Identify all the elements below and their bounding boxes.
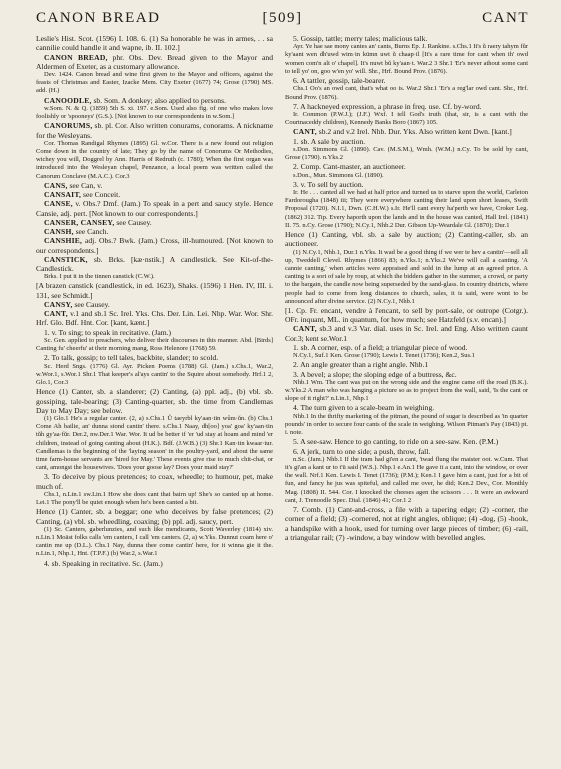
entry-definition: sb.3 and v.3 Var. dial. uses in Sc. Irel. and Eng. Also written caunt Cor.3; kent se.Wor.1 bbox=[285, 324, 528, 343]
sense-paragraph: 7. A hackneyed expression, a phrase in freq. use. Cf. by-word. bbox=[293, 101, 482, 111]
citation-block: Ir. Common (P.W.J.); (J.F.) Wxf. I tell God's truth (that, sir, is a cant with the Courtnaceddy children), Kennedy Banks Boro (1867) 105. bbox=[285, 110, 528, 127]
sense-paragraph: 3. To deceive by pious pretences; to coax, wheedle; to humour, pet, make much of. bbox=[36, 472, 273, 491]
entry-headword: CANSTICK, bbox=[44, 254, 88, 264]
continuation-paragraph: Hence (1) Canter, sb. a beggar; one who deceives by false pretences; (2) Canting, (a) vbl. sb. wheedling, coaxing; (b) ppl. adj. saucy, pert. bbox=[36, 507, 273, 526]
entry-headword: CANORUMS, bbox=[44, 121, 93, 131]
entry-headword: CANS, bbox=[44, 180, 68, 190]
dictionary-entry bbox=[36, 53, 273, 72]
dictionary-entry bbox=[36, 181, 273, 190]
citation-block: Sc. Herd Sngs. (1776) Gl. Ayr. Picken Poems (1788) Gl. (Jam.) s.Chs.1, War.2, w.Wor.1, s.Wor.1 Shr.1 That keeper's al'ays cantin' to the Squire about somebody. Hrf.1 2, Glo.1, Cor.3 bbox=[36, 362, 273, 387]
continuation-paragraph: Leslie's Hist. Scot. (1596) I. 108. 6. (1) Sa honorable he was in armes, . . sa cannilie could handle it and wapne, ib. II. 102.] bbox=[36, 34, 273, 53]
dictionary-entry bbox=[36, 121, 273, 140]
entry-headword: CANT, bbox=[44, 309, 68, 319]
sense-paragraph: 1. sb. A corner, esp. of a field; a triangular piece of wood. bbox=[293, 342, 468, 352]
entry-headword: CANSY, bbox=[44, 299, 73, 309]
sense-paragraph: 1. v. To sing; to speak in recitative. (Jam.) bbox=[44, 327, 172, 337]
dictionary-entry bbox=[285, 324, 528, 343]
citation-block: Nhb.1 Wm. The cant was put on the wrong side and the engine came off the road (B.K.). w.Yks.2 A man who was hanging a picture so as to project from the wall, said, 'Is the cant or slope of it right?' n.Lin.1, Nhp.1 bbox=[285, 378, 528, 403]
right-column bbox=[285, 34, 528, 762]
dictionary-entry bbox=[36, 218, 273, 227]
entry-definition: sb. Som. A donkey; also applied to persons. bbox=[91, 95, 226, 105]
sense-paragraph: 5. Gossip, tattle; merry tales; malicious talk. bbox=[293, 34, 428, 43]
sense-paragraph: 2. To talk, gossip; to tell tales, backbite, slander; to scold. bbox=[44, 353, 219, 363]
entry-headword: CANSER, CANSEY, bbox=[44, 217, 115, 227]
left-column bbox=[36, 34, 273, 762]
continuation-paragraph: [1. Cp. Fr. encant, vendre à l'encant, to sell by port-sale, or outrope (Cotgr.). OFr. inquant, ML. in quantum, for how much; see Hatzfeld (s.v. encan).] bbox=[285, 305, 528, 325]
entry-headword: CANON BREAD, bbox=[44, 52, 108, 62]
entry-definition: v.1 and sb.1 Sc. Irel. Yks. Chs. Der. Lin. Lei. Nhp. War. Wor. Shr. Hrf. Glo. Bdf. Hnt. Cor. [kant, kænt.] bbox=[36, 309, 273, 328]
entry-definition: phr. Obs. Dev. Bread given to the Mayor and Aldermen of Exeter, as a customary allowance. bbox=[36, 52, 273, 71]
entry-definition: sb. Brks. [kæ·nstik.] A candlestick. See Kit-of-the-Candlestick. bbox=[36, 254, 273, 274]
dictionary-entry bbox=[36, 190, 273, 199]
dictionary-entry bbox=[285, 127, 528, 136]
sense-paragraph: 2. Comp. Cant-master, an auctioneer. bbox=[293, 162, 406, 172]
running-header bbox=[36, 10, 529, 28]
dictionary-entry bbox=[36, 236, 273, 255]
citation-block: N.Cy.1, Suf.1 Ken. Grose (1790); Lewis I. Tenet (1736); Ken.2, Sus.1 bbox=[293, 352, 475, 360]
sense-paragraph: 4. The turn given to a scale-beam in weighing. bbox=[293, 403, 435, 413]
continuation-paragraph: [A brazen canstick (candlestick, in ed. 1623), Shaks. (1596) 1 Hen. IV, III. i. 131, see Schmidt.] bbox=[36, 281, 273, 300]
citation-block: (1) Glo.1 He's a regular canter. (2, a) s.Chs.1 Ŭ taeyrbl ky'aan·tin wům·ŭn. (b) Chs.1 Come Ah bailie, an' dunna stond cantin' there. s.Chs.1 Naay, dh[oo] yoa' goa' ky'aan·tin tŭh gy'aa·fŭr. Der.2, nw.Der.1 War. Wor. It ud be better if 'er 'ud stay at hoam and mind 'er children, instead of going canting about (H.K.). Bdf. (J.W.B.) (3) Shr.1 Kan·tin kwaar·tur. Candlemas is the beginning of the 'laying season' in the poultry-yard, and about the same time farm-house servants are 'hired for May.' These events give rise to much chit-chat, or cant, amongst the housewives. 'Does your goose lay? Does your maid stay?' bbox=[36, 415, 273, 472]
citation-block: Dev. 1424. Canon bread and wine first given to the Mayor and officers, against the feasts of Christmas and Easter, Izacke Mem. City Exeter (1677) 74; Grose (1790) MS. add. (H.) bbox=[36, 71, 273, 95]
entry-headword: CANT, bbox=[293, 127, 317, 137]
citation-block: (1) Sc. Canters, gaberlunzies, and such like mendicants, Scott Waverley (1814) xiv. n.Lin.1 Moäst folks calls 'em canters, I call 'em canters. (2, a) w.Yks. Dunnut coam here o' cantin me up (D.L.). Chs.1 Nay, dunna thee come cantin' here, for it winna gie it the. n.Lin.1, Nhp.1, Hnt. (T.P.F.) (b) War.2, s.War.1 bbox=[36, 525, 273, 558]
continuation-paragraph: Hence (1) Canting, vbl. sb. a sale by auction; (2) Canting-caller, sb. an auctioneer. bbox=[285, 230, 528, 249]
entry-headword: CANSHIE, bbox=[44, 236, 83, 246]
entry-headword: CANSAIT, bbox=[44, 190, 82, 200]
entry-definition: v. Obs.? Dmf. (Jam.) To speak in a pert and saucy style. Hence Cansie, adj. pert. [Not known to our correspondents.] bbox=[36, 199, 273, 218]
entry-headword: CANT, bbox=[293, 324, 317, 334]
citation-block: Ayr. Ye hae sae mony cantes an' cants, Burns Ep. J. Rankine. s.Chs.1 It's ŭ raery tahym fŭr ky'aant wen dh'uwd wim·in kümn uwt ŭ chaap·il [It's a rare time for cant when th' owd women com'n alt o' chapel]. It's nuwt bŭ ky'aan·t. War.2 3 Shr.1 'Er's never athout some cant to tell yo' on, goo w'en yo' will. Shr., Hrf. Bound Prov. (1876). bbox=[285, 43, 528, 75]
citation-block: w.Som. N. & Q. (1859) 5th S. xi. 197. e.Som. Used also fig. of one who makes love foolishly or 'spooneys' (G.S.). [Not known to our correspondents in w.Som.] bbox=[36, 104, 273, 121]
citation-block: Brks. I put it in the tinnen canstick (C.W.). bbox=[44, 273, 155, 281]
dictionary-entry bbox=[36, 300, 273, 309]
citation-block: s.Don., Mun. Simmons Gl. (1890). bbox=[293, 171, 384, 179]
citation-block: n.Sc. (Jam.) Nhb.1 If the tram had gi'en a cant, 'twad flung the maister oot. w.Cum. That it's gi'an a kant ur to t'ü said (W.S.). Nhp.1 e.An.1 He gave it a cant, into the window, or over the wall. Nrf.1 Ken. Lewis I. Tenet (1736); (P.M.); Ken.1 I gave him a cant, just for a bit of fun, and fancy he jus was spiteful, and called me over, he did; Ken.2 Dev., Cor. Monthly Mag. (1808) II. 544. Cor. I knocked the cheeses agen the scissors . . . It were an awkward cant, J. Trenoodle Spec. Dial. (1846) 41; Cor.1 2 bbox=[285, 455, 528, 504]
dictionary-entry bbox=[36, 96, 273, 105]
sense-paragraph: 1. sb. A sale by auction. bbox=[293, 136, 366, 146]
dictionary-entry bbox=[36, 227, 273, 236]
sense-paragraph: 7. Comb. (1) Cant-and-cross, a file with a tapering edge; (2) -corner, the corner of a field; (3) -cornered, not at right angles, oblique; (4) -dog, (5) -hook, a handspike with a hook, used for turning over large pieces of timber; (6) -rail, a triangular rail; (7) -window, a bay window with bevelled angles. bbox=[285, 505, 528, 542]
entry-definition: see Causey. bbox=[72, 299, 110, 309]
sense-paragraph: 4. sb. Speaking in recitative. Sc. (Jam.) bbox=[44, 558, 163, 568]
sense-paragraph: 5. A see-saw. Hence to go canting, to ride on a see-saw. Ken. (P.M.) bbox=[293, 437, 499, 447]
entry-headword: CANSH, bbox=[44, 227, 74, 237]
page-number: [509] bbox=[262, 10, 303, 26]
citation-block: Nhb.1 In the thrifty marketing of the pitman, the pound of sugar is described as 'in quarter pounds' in order to secure four cants of the scale in weighing. Wilson Pitman's Pay (1843) pt. i. note. bbox=[285, 412, 528, 437]
header-left-headword: CANON BREAD bbox=[36, 10, 161, 26]
sense-paragraph: 2. An angle greater than a right angle. Nhb.1 bbox=[293, 360, 429, 370]
citation-block: Chs.1, n.Lin.1 sw.Lin.1 How she does cant that bairn up! She's so canted up at home. Lei.1 The pony'll be quiet enough when he's been canted a bit. bbox=[36, 490, 273, 507]
entry-definition: sb.2 and v.2 Irel. Nhb. Dur. Yks. Also written kent Dwn. [kant.] bbox=[316, 127, 512, 137]
entry-headword: CANSE, bbox=[44, 199, 73, 209]
dictionary-entry bbox=[36, 255, 273, 274]
citation-block: Chs.1 Oo's an owd cant, that's what oo is. War.2 Shr.1 'Er's a reg'lar owd cant. Shr., Hrf. Bound Prov. (1876). bbox=[285, 85, 528, 101]
dictionary-entry bbox=[36, 309, 273, 328]
citation-block: s.Don. Simmons Gl. (1890). Cav. (M.S.M.), Wmh. (W.M.) n.Cy. To be sold by cant, Grose (1790). n.Yks.2 bbox=[285, 145, 528, 162]
dictionary-entry bbox=[36, 199, 273, 218]
sense-paragraph: 3. v. To sell by auction. bbox=[293, 179, 364, 189]
entry-definition: sb. pl. Cor. Also written conurams, conorams. A nickname for the Wesleyans. bbox=[36, 121, 273, 140]
citation-block: Sc. Gen. applied to preachers, who deliver their discourses in this manner. Abd. [Birds] Canting fu' cheerfu' at their morning mang, Ross Helenore (1768) 59. bbox=[36, 336, 273, 353]
entry-definition: see Causey. bbox=[114, 217, 152, 227]
entry-definition: see Canch. bbox=[73, 227, 109, 237]
citation-block: (1) N.Cy.1, Nhb.1, Dur.1 n.Yks. It wad be a good thing if we wer te hev a cantin'—sell all up, Tweddell Clevel. Rhymes (1866) 83; n.Yks.1; n.Yks.2 We've will call a canting. 'A cannie canting,' when articles were appraised and sold in the lump at an agreed price. A canting is a sort of sale by roup, at which the bidders gather in the summer, a crowd, or party to the bargain, the candle now being superseded by the sand-glass. In country districts, where people had to come from long distances to church, sales, it is said, were wont to be announced after divine service. (2) N.Cy.1, Nhb.1 bbox=[285, 248, 528, 305]
citation-block: Ir. He . . . canted all we had at half price and turned us to starve upon the world, Carleton Fardorougha (1848) iii; They were everywhere canting their land upon short leases, Swift Proposal (1720). N.I.1, Dwn. (C.H.W.) s.Ir. He'll cant every ha'perth we have, Croker Leg. (1862) 312. Tip. Every haporth upon the lands and in the house was canted, Hall Irel. (1841) II. 75. n.Cy. Grose (1790); N.Cy.1, Nhb.2 Dur. Gibson Up-Weardale Gl. (1870); Dur.1 bbox=[285, 188, 528, 229]
sense-paragraph: 6. A tattler, gossip, tale-bearer. bbox=[293, 76, 386, 86]
sense-paragraph: 3. A bevel; a slope; the sloping edge of a buttress, &c. bbox=[293, 369, 457, 379]
sense-paragraph: 6. A jerk, turn to one side; a push, throw, fall. bbox=[293, 446, 431, 456]
citation-block: Cor. Thomas Randigal Rhymes (1895) Gl. w.Cor. There is a new found out religion Come down in the country of late; They go by the name of Conorums Or Methodies, wichey you will, Doggrel by Ann. Harris of Redruth (c. 1780); When the first organ was introduced into the Wesleyan chapel, Penzance, a local poem was written called the Canorum Conclave (M.A.C.). Cor.3 bbox=[36, 139, 273, 180]
entry-definition: see Conceit. bbox=[81, 190, 121, 200]
entry-headword: CANOODLE, bbox=[44, 95, 92, 105]
header-right-headword: CANT bbox=[482, 10, 529, 26]
continuation-paragraph: Hence (1) Canter, sb. a slanderer; (2) Canting, (a) ppl. adj., (b) vbl. sb. gossiping, tale-bearing; (3) Canting-quarter, sb. the time from Candlemas Day to May Day; see below. bbox=[36, 387, 273, 415]
entry-definition: see Can, v. bbox=[67, 180, 103, 190]
entry-definition: adj. Obs.? Bwk. (Jam.) Cross, ill-humoured. [Not known to our correspondents.] bbox=[36, 236, 273, 255]
